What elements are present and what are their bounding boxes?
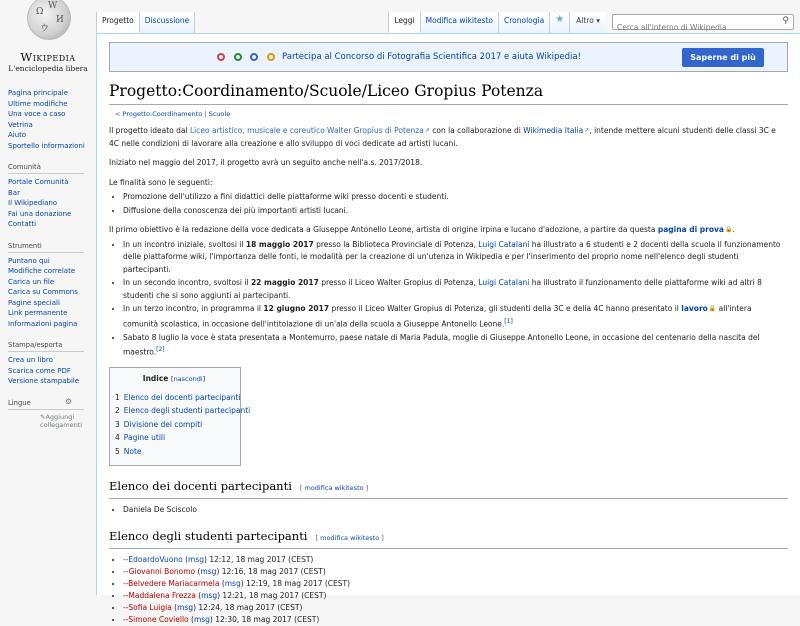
toc-item[interactable] xyxy=(115,392,241,405)
logo-tagline: L'enciclopedia libera xyxy=(8,64,88,73)
breadcrumb xyxy=(115,110,788,118)
meeting-text: Sabato 8 luglio la voce è stata presentata a Montemurro, paese natale di Maria Padula, moglie di Giuseppe Antonello Leone, in occasione del centenario della nascita del maestro. xyxy=(123,332,760,357)
section-title: Elenco degli studenti partecipanti xyxy=(109,529,308,543)
sidebar-item-page-info[interactable]: Informazioni pagina xyxy=(8,319,78,328)
meeting-text: presso il Liceo Walter Gropius di Potenza, xyxy=(318,278,479,287)
tab-history[interactable] xyxy=(499,12,550,33)
wikipedia-logo[interactable] xyxy=(0,0,96,80)
sidebar-item-recent-changes[interactable]: Ultime modifiche xyxy=(8,99,68,108)
puzzle-globe-icon: Ω W И ウ xyxy=(19,0,77,52)
signature-time: 12:12, 18 mag 2017 (CEST) xyxy=(206,554,314,564)
toc-item[interactable] xyxy=(115,446,233,459)
gear-icon[interactable]: ⚙ xyxy=(64,396,72,406)
list-item xyxy=(123,239,788,277)
external-link-icon: ↗ xyxy=(584,127,590,134)
logo-wordmark: Wikipedia xyxy=(20,50,76,64)
meeting-text: presso la Biblioteca Provinciale di Potenza, xyxy=(313,239,479,249)
user-link[interactable]: --Simone Coviello xyxy=(123,614,189,624)
meeting-text: In un terzo incontro, in programma il xyxy=(123,304,264,313)
toc-title: Indice [nascondi] xyxy=(142,374,206,383)
list-item: • --Maddalena Frezza (msg) 12:21, 18 mag 2017 (CEST) xyxy=(123,590,788,602)
signature-time: 12:16, 18 mag 2017 (CEST) xyxy=(219,566,326,576)
list-item: • --Belvedere Mariacarmela (msg) 12:19, 18 mag 2017 (CEST) xyxy=(123,578,788,590)
chevron-down-icon: ▾ xyxy=(596,16,600,25)
start-paragraph: Iniziato nel maggio del 2017, il progetto avrà un seguito anche nell'a.s. 2017/2018. xyxy=(109,158,423,167)
reference-link[interactable]: [1] xyxy=(504,317,513,325)
toc-toggle-link[interactable]: nascondi xyxy=(173,375,203,383)
search-box xyxy=(612,14,794,30)
meeting-date: 22 maggio 2017 xyxy=(250,278,319,287)
user-link[interactable]: --EdoardoVuono xyxy=(123,554,183,564)
breadcrumb-prefix: < xyxy=(115,110,123,118)
tab-edit-source[interactable] xyxy=(421,12,499,33)
sidebar-print xyxy=(0,341,96,387)
sidebar-item-wikipediano[interactable]: Il Wikipediano xyxy=(8,199,58,207)
sidebar-item-featured[interactable]: Vetrina xyxy=(8,120,33,129)
sidebar-heading-print: Stampa/esporta xyxy=(8,341,84,352)
sidebar-item-main-page[interactable]: Pagina principale xyxy=(8,89,69,97)
sidebar-item-special-pages[interactable]: Pagine speciali xyxy=(8,298,60,307)
students-list xyxy=(109,554,788,626)
toc-link[interactable]: Note xyxy=(123,446,142,456)
toc-item[interactable] xyxy=(115,419,233,432)
content-area xyxy=(96,33,800,624)
user-link[interactable]: --Belvedere Mariacarmela xyxy=(123,578,220,588)
first-goal-paragraph: Il primo obiettivo è la redazione della voce dedicata a Giuseppe Antonello Leone, artista di origine irpina e lucano d'adozione, a partire da questa pagina di prova🔒. xyxy=(109,224,788,237)
add-links-button[interactable] xyxy=(0,413,96,429)
toc-number: 5 xyxy=(115,446,120,456)
more-menu[interactable] xyxy=(570,12,606,33)
search-icon[interactable]: ⚲ xyxy=(782,16,789,26)
sidebar-item-upload-commons[interactable]: Carica su Commons xyxy=(8,288,78,296)
meeting-date: 12 giugno 2017 xyxy=(263,304,330,313)
toc-link[interactable]: Elenco dei docenti partecipanti xyxy=(123,392,241,402)
section-heading-students: Elenco degli studenti partecipanti [ modifica wikitesto ] xyxy=(109,530,788,549)
add-links-label: Aggiungi collegamenti xyxy=(40,412,83,429)
edit-section-link[interactable]: modifica wikitesto xyxy=(304,484,364,492)
external-link-icon: ↗ xyxy=(424,127,430,134)
user-talk-link[interactable]: msg xyxy=(224,578,241,588)
breadcrumb-link-coordinamento[interactable]: Progetto:Coordinamento xyxy=(122,110,203,118)
sidebar-community xyxy=(0,163,96,230)
user-talk-link[interactable]: msg xyxy=(188,554,205,564)
breadcrumb-separator: | xyxy=(202,110,209,118)
teachers-list xyxy=(109,504,788,517)
toc-link[interactable]: Divisione dei compiti xyxy=(123,419,203,429)
sidebar xyxy=(0,88,96,441)
learn-more-button[interactable]: Saperne di più xyxy=(682,48,764,67)
intro-paragraph xyxy=(109,125,788,150)
liceo-link[interactable]: Liceo artistico, musicale e coreutico Walter Gropius di Potenza xyxy=(189,126,424,135)
toc-item[interactable] xyxy=(115,432,233,445)
list-item: • Daniela De Sciscolo xyxy=(123,504,788,517)
user-link[interactable]: --Giovanni Bonomo xyxy=(123,566,196,576)
list-item: • --Simone Coviello (msg) 12:30, 18 mag 2017 (CEST) xyxy=(123,614,788,626)
intro-text-b: con la collaborazione di xyxy=(429,126,524,135)
languages-title: Lingue xyxy=(8,398,31,407)
toc-title-label: Indice xyxy=(142,374,169,383)
list-item: • --EdoardoVuono (msg) 12:12, 18 mag 2017 (CEST) xyxy=(123,554,788,566)
toc-number: 4 xyxy=(115,433,120,442)
toc-number: 3 xyxy=(115,419,120,429)
sidebar-item-donate[interactable]: Fai una donazione xyxy=(8,209,72,218)
tab-project[interactable]: Progetto xyxy=(96,12,140,33)
aims-intro: Le finalità sono le seguenti: xyxy=(109,177,213,187)
sidebar-heading-languages xyxy=(8,396,84,410)
sidebar-item-permanent-link[interactable]: Link permanente xyxy=(8,309,68,317)
namespace-tabs xyxy=(96,12,195,33)
banner-text[interactable]: Partecipa al Concorso di Fotografia Scientifica 2017 e aiuta Wikipedia! xyxy=(282,52,581,62)
list-item xyxy=(123,277,788,302)
user-link-luigi-catalani[interactable]: Luigi Catalani xyxy=(478,278,530,287)
meetings-list xyxy=(109,239,788,360)
lock-icon: 🔒 xyxy=(724,226,733,233)
sidebar-item-contacts[interactable]: Contatti xyxy=(8,220,37,228)
sidebar-item-what-links-here[interactable]: Puntano qui xyxy=(8,256,50,265)
breadcrumb-link-scuole[interactable]: Scuole xyxy=(208,110,231,118)
user-talk-link[interactable]: msg xyxy=(177,602,194,612)
edit-section-link[interactable]: modifica wikitesto xyxy=(320,534,380,542)
central-notice-banner xyxy=(109,42,788,72)
user-link[interactable]: --Maddalena Frezza xyxy=(123,590,196,600)
sidebar-languages xyxy=(0,396,96,429)
sidebar-heading-tools: Strumenti xyxy=(8,242,84,253)
list-item xyxy=(123,332,788,360)
signature-time: 12:24, 18 mag 2017 (CEST) xyxy=(196,602,303,612)
meeting-text: In un incontro iniziale, svoltosi il xyxy=(123,239,246,249)
test-page-link[interactable]: pagina di prova xyxy=(657,225,724,234)
meeting-date: 18 maggio 2017 xyxy=(245,239,314,249)
meeting-text: presso il Liceo Walter Gropius di Potenza, gli studenti della 3C e della 4C hanno presentato il xyxy=(329,304,682,313)
meeting-text: ha illustrato il funzionamento delle piattaforme wiki ad altri 8 studenti che si sono aggiunti ai partecipanti. xyxy=(123,278,762,300)
sidebar-heading-community: Comunità xyxy=(8,163,84,174)
sidebar-item-info-desk[interactable]: Sportello informazioni xyxy=(8,141,85,150)
lock-icon: 🔒 xyxy=(708,305,717,312)
view-tabs xyxy=(388,12,800,33)
wikimedia-italia-link[interactable]: Wikimedia Italia xyxy=(523,126,584,135)
user-talk-link[interactable]: msg xyxy=(193,614,210,624)
sidebar-item-random[interactable]: Una voce a caso xyxy=(8,110,66,118)
first-goal-text: Il primo obiettivo è la redazione della voce dedicata a Giuseppe Antonello Leone, artista di origine irpina e lucano d'adozione, a partire da questa xyxy=(109,225,658,234)
aims-list xyxy=(109,191,788,217)
user-talk-link[interactable]: msg xyxy=(200,566,217,576)
list-item: • --Sofia Luigia (msg) 12:24, 18 mag 2017 (CEST) xyxy=(123,602,788,614)
toc-item[interactable] xyxy=(115,405,251,418)
sidebar-item-community-portal[interactable]: Portale Comunità xyxy=(8,178,69,186)
toc-number: 1 xyxy=(115,392,120,402)
intro-text-c: , intende mettere alcuni studenti delle classi 3C e 4C nelle condizioni di lavorare alla creazione e allo sviluppo di voci dedicate ad artisti lucani. xyxy=(109,126,776,148)
table-of-contents xyxy=(109,367,251,466)
work-link[interactable]: lavoro xyxy=(681,304,708,313)
sidebar-item-help[interactable]: Aiuto xyxy=(8,131,27,139)
sidebar-item-related-changes[interactable]: Modifiche correlate xyxy=(8,267,76,275)
meeting-text: ha illustrato a 6 studenti e 2 docenti della scuola il funzionamento delle piattaforme wiki, l'importanza delle fonti, le modalità per la creazione di un'utenza in Wikipedia e per l'inserimento del proprio nome nell'elenco degli studenti partecipanti. xyxy=(123,239,781,274)
signature-time: 12:21, 18 mag 2017 (CEST) xyxy=(220,590,327,600)
sidebar-item-printable[interactable]: Versione stampabile xyxy=(8,377,80,385)
sidebar-item-upload-file[interactable]: Carica un file xyxy=(8,277,55,286)
tab-read[interactable]: Leggi xyxy=(388,12,420,33)
intro-text-a: Il progetto ideato dal xyxy=(109,126,190,135)
watch-star-icon[interactable]: ★ xyxy=(550,12,570,33)
tab-edit-source-label[interactable]: Modifica wikitesto xyxy=(425,16,493,25)
signature-time: 12:30, 18 mag 2017 (CEST) xyxy=(212,614,320,624)
pencil-icon: ✎ xyxy=(40,412,46,421)
tab-talk-label[interactable]: Discussione xyxy=(144,16,190,25)
list-item: • Promozione dell'utilizzo a fini didattici delle piattaforme wiki presso docenti e studenti. xyxy=(123,191,788,204)
dna-icon xyxy=(217,51,275,63)
sidebar-item-bar[interactable]: Bar xyxy=(8,188,20,197)
meeting-text: all'intera comunità scolastica, in occasione dell'intitolazione di un'ala della scuola a Giuseppe Antonello Leone. xyxy=(123,304,752,328)
reference-link[interactable]: [2] xyxy=(156,346,165,353)
user-talk-link[interactable]: msg xyxy=(201,590,218,600)
section-heading-teachers: Elenco dei docenti partecipanti [ modifica wikitesto ] xyxy=(109,480,788,499)
list-item: • Diffusione della conoscenza dei più importanti artisti lucani. xyxy=(123,205,788,218)
toc-link[interactable]: Pagine utili xyxy=(123,433,166,442)
article-body xyxy=(109,125,788,626)
section-title: Elenco dei docenti partecipanti xyxy=(109,479,292,493)
toc-number: 2 xyxy=(115,406,120,415)
user-link[interactable]: --Sofia Luigia xyxy=(123,602,172,612)
sidebar-item-create-book[interactable]: Crea un libro xyxy=(8,356,53,364)
list-item xyxy=(123,303,788,331)
sidebar-navigation xyxy=(0,88,96,151)
toc-link[interactable]: Elenco degli studenti partecipanti xyxy=(123,406,251,415)
user-link-luigi-catalani[interactable]: Luigi Catalani xyxy=(478,239,530,249)
signature-time: 12:19, 18 mag 2017 (CEST) xyxy=(243,578,351,588)
page-title: Progetto:Coordinamento/Scuole/Liceo Gropius Potenza xyxy=(109,82,788,105)
sidebar-item-download-pdf[interactable]: Scarica come PDF xyxy=(8,366,71,375)
list-item: • --Giovanni Bonomo (msg) 12:16, 18 mag 2017 (CEST) xyxy=(123,566,788,578)
more-label: Altro xyxy=(576,16,594,25)
tab-talk[interactable] xyxy=(140,12,196,33)
tab-history-label[interactable]: Cronologia xyxy=(504,16,545,25)
sidebar-tools xyxy=(0,242,96,330)
meeting-text: In un secondo incontro, svoltosi il xyxy=(123,278,251,287)
